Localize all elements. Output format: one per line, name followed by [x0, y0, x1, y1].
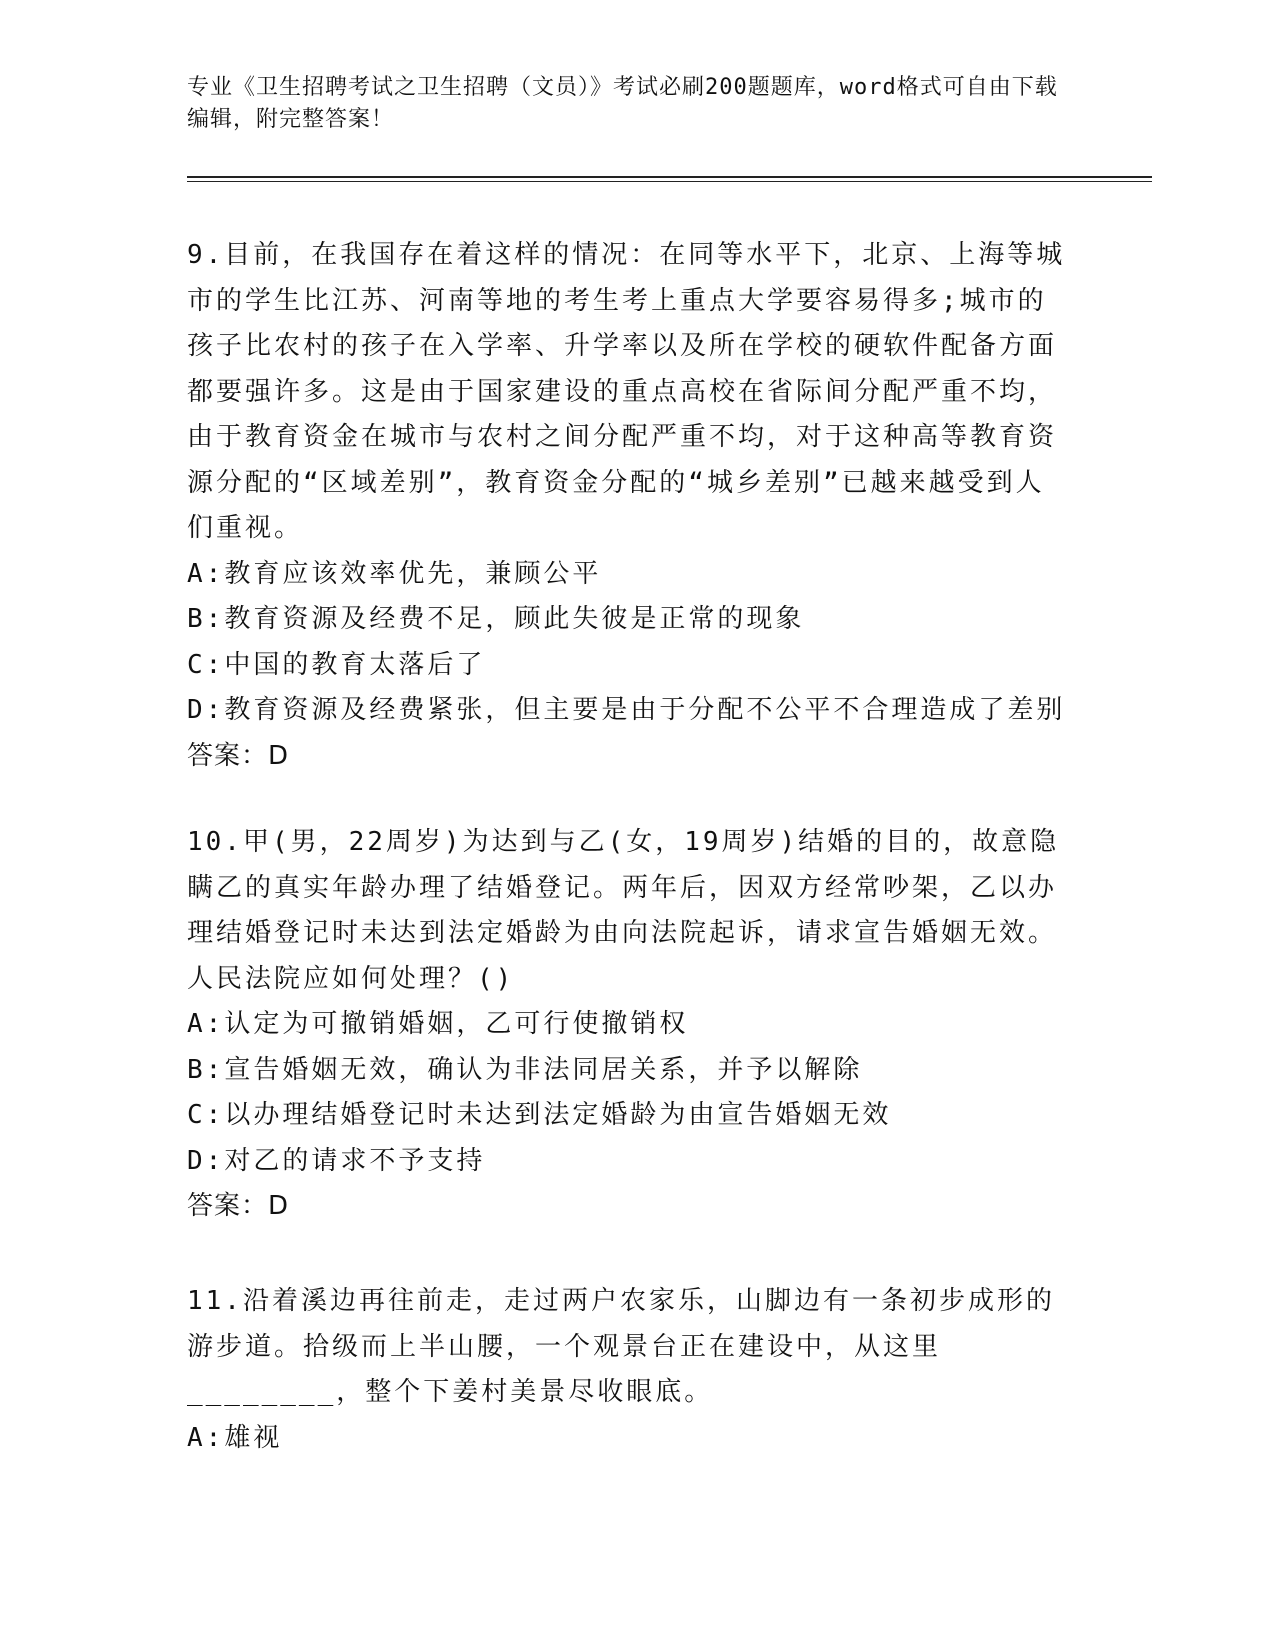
option-c: [187, 1093, 1067, 1139]
option-text: 对乙的请求不予支持: [224, 1145, 486, 1176]
option-d: [187, 1139, 1067, 1185]
option-key: C:: [187, 649, 225, 680]
option-d: [187, 688, 1067, 734]
question-11: [187, 1279, 1067, 1461]
option-key: B:: [187, 604, 225, 634]
option-key: B:: [187, 1054, 225, 1085]
option-a: [187, 1416, 1067, 1462]
answer-line: 答案：D: [187, 1191, 290, 1221]
option-text: 教育资源及经费紧张，但主要是由于分配不公平不合理造成了差别: [224, 695, 1066, 725]
option-text: 教育应该效率优先，兼顾公平: [224, 558, 602, 589]
header-divider-thin: [187, 181, 1152, 182]
option-b: [187, 597, 1067, 643]
answer-line: 答案：D: [187, 740, 290, 771]
question-stem: 10.甲(男，22周岁)为达到与乙(女，19周岁)结婚的目的，故意隐瞒乙的真实年龄办理了结婚登记。两年后，因双方经常吵架，乙以办理结婚登记时未达到法定婚龄为由向法院起诉，请求宣告婚姻无效。人民法院应如何处理？(): [187, 827, 1060, 994]
question-10: [187, 820, 1067, 1230]
document-header: 专业《卫生招聘考试之卫生招聘（文员）》考试必刷200题题库，word格式可自由下载编辑，附完整答案！: [187, 75, 1058, 132]
option-c: [187, 643, 1067, 689]
option-key: C:: [187, 1100, 225, 1130]
option-text: 以办理结婚登记时未达到法定婚龄为由宣告婚姻无效: [224, 1100, 892, 1130]
option-text: 中国的教育太落后了: [224, 649, 486, 680]
option-key: A:: [187, 1422, 225, 1453]
option-key: A:: [187, 1009, 225, 1039]
option-key: D:: [187, 1145, 225, 1176]
option-text: 宣告婚姻无效，确认为非法同居关系，并予以解除: [224, 1054, 863, 1085]
option-key: A:: [187, 558, 225, 589]
question-stem: 11.沿着溪边再往前走，走过两户农家乐，山脚边有一条初步成形的游步道。拾级而上半山腰，一个观景台正在建设中，从这里________，整个下姜村美景尽收眼底。: [187, 1286, 1055, 1407]
question-9: [187, 233, 1067, 779]
option-text: 教育资源及经费不足，顾此失彼是正常的现象: [224, 604, 805, 634]
option-a: [187, 1002, 1067, 1048]
option-key: D:: [187, 695, 225, 725]
question-stem: 9.目前，在我国存在着这样的情况：在同等水平下，北京、上海等城市的学生比江苏、河南等地的考生考上重点大学要容易得多;城市的孩子比农村的孩子在入学率、升学率以及所在学校的硬软件配备方面都要强许多。这是由于国家建设的重点高校在省际间分配严重不均，由于教育资金在城市与农村之间分配严重不均，对于这种高等教育资源分配的“区域差别”，教育资金分配的“城乡差别”已越来越受到人们重视。: [187, 240, 1066, 543]
option-a: [187, 552, 1067, 598]
option-text: 雄视: [224, 1422, 283, 1453]
header-divider-thick: [187, 176, 1152, 178]
option-text: 认定为可撤销婚姻，乙可行使撤销权: [224, 1009, 689, 1039]
option-b: [187, 1048, 1067, 1094]
